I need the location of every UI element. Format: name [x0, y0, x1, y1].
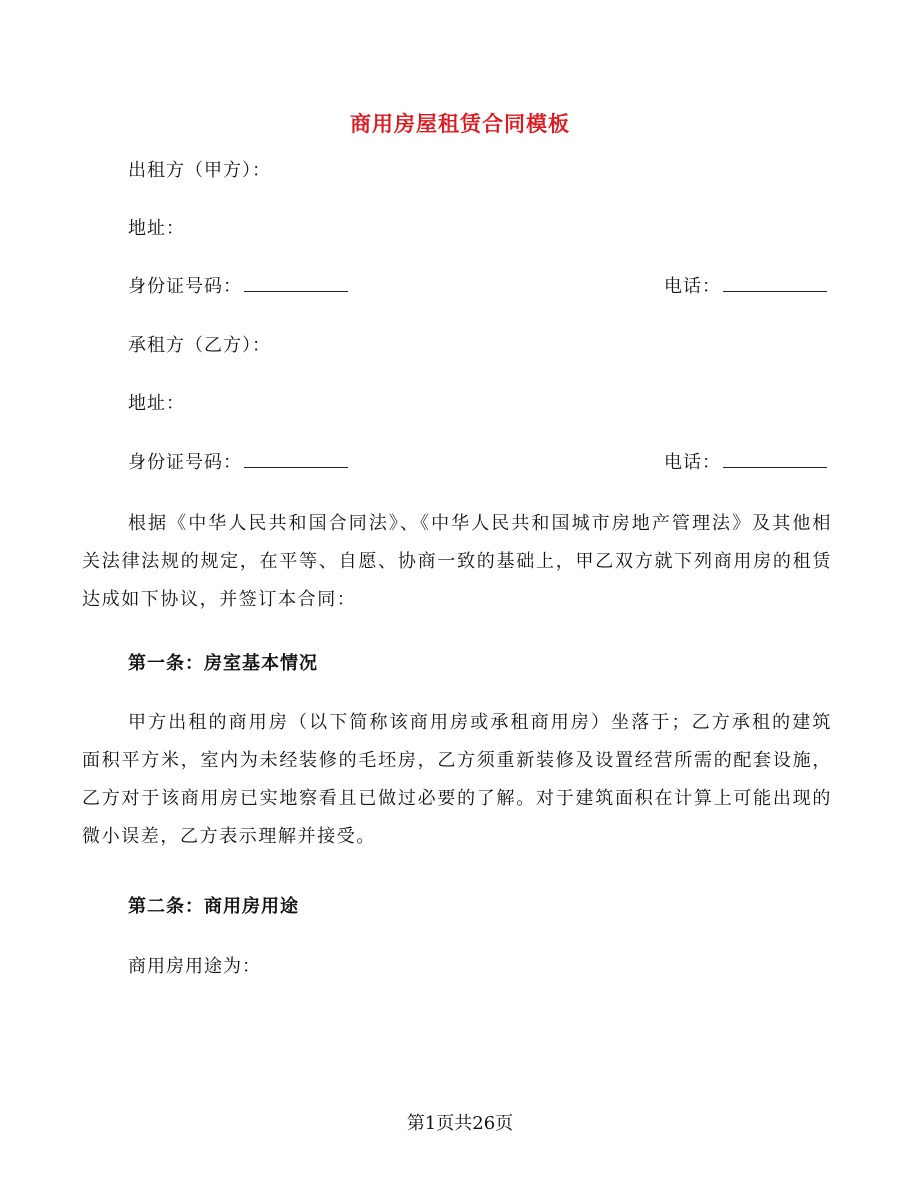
- lessor-address-label: 地址：: [128, 218, 185, 239]
- lessee-id-blank: [244, 449, 348, 468]
- article1-body: 甲方出租的商用房（以下简称该商用房或承租商用房）坐落于；乙方承租的建筑面积平方米，室内为未经装修的毛坯房，乙方须重新装修及设置经营所需的配套设施，乙方对于该商用房已实地察看且已做过必要的了解。对于建筑面积在计算上可能出现的微小误差，乙方表示理解并接受。: [82, 712, 832, 847]
- lessee-phone-field: [664, 449, 827, 477]
- lessee-label: 承租方（乙方）：: [128, 335, 271, 356]
- article2-heading: 第二条：商用房用途: [128, 896, 299, 917]
- preamble-paragraph: 根据《中华人民共和国合同法》、《中华人民共和国城市房地产管理法》及其他相关法律法规的规定，在平等、自愿、协商一致的基础上，甲乙双方就下列商用房的租赁达成如下协议，并签订本合同：: [82, 513, 832, 610]
- lessee-phone-blank: [723, 449, 827, 468]
- lessor-phone-field: [664, 273, 827, 301]
- article1-heading: 第一条：房室基本情况: [128, 653, 318, 674]
- lessee-id-field: [128, 449, 348, 477]
- lessor-phone-label: 电话：: [664, 276, 721, 297]
- article2-body: 商用房用途为：: [128, 956, 261, 977]
- lessor-id-blank: [244, 273, 348, 292]
- lessee-id-label: 身份证号码：: [128, 452, 242, 473]
- lessor-label: 出租方（甲方）：: [128, 160, 271, 181]
- lessee-address-label: 地址：: [128, 393, 185, 414]
- page-title: 商用房屋租赁合同模板: [350, 111, 570, 136]
- lessor-id-label: 身份证号码：: [128, 276, 242, 297]
- lessor-phone-blank: [723, 273, 827, 292]
- lessor-id-field: [128, 273, 348, 301]
- page-number-footer: 第1页共26页: [406, 1113, 514, 1134]
- lessee-phone-label: 电话：: [664, 452, 721, 473]
